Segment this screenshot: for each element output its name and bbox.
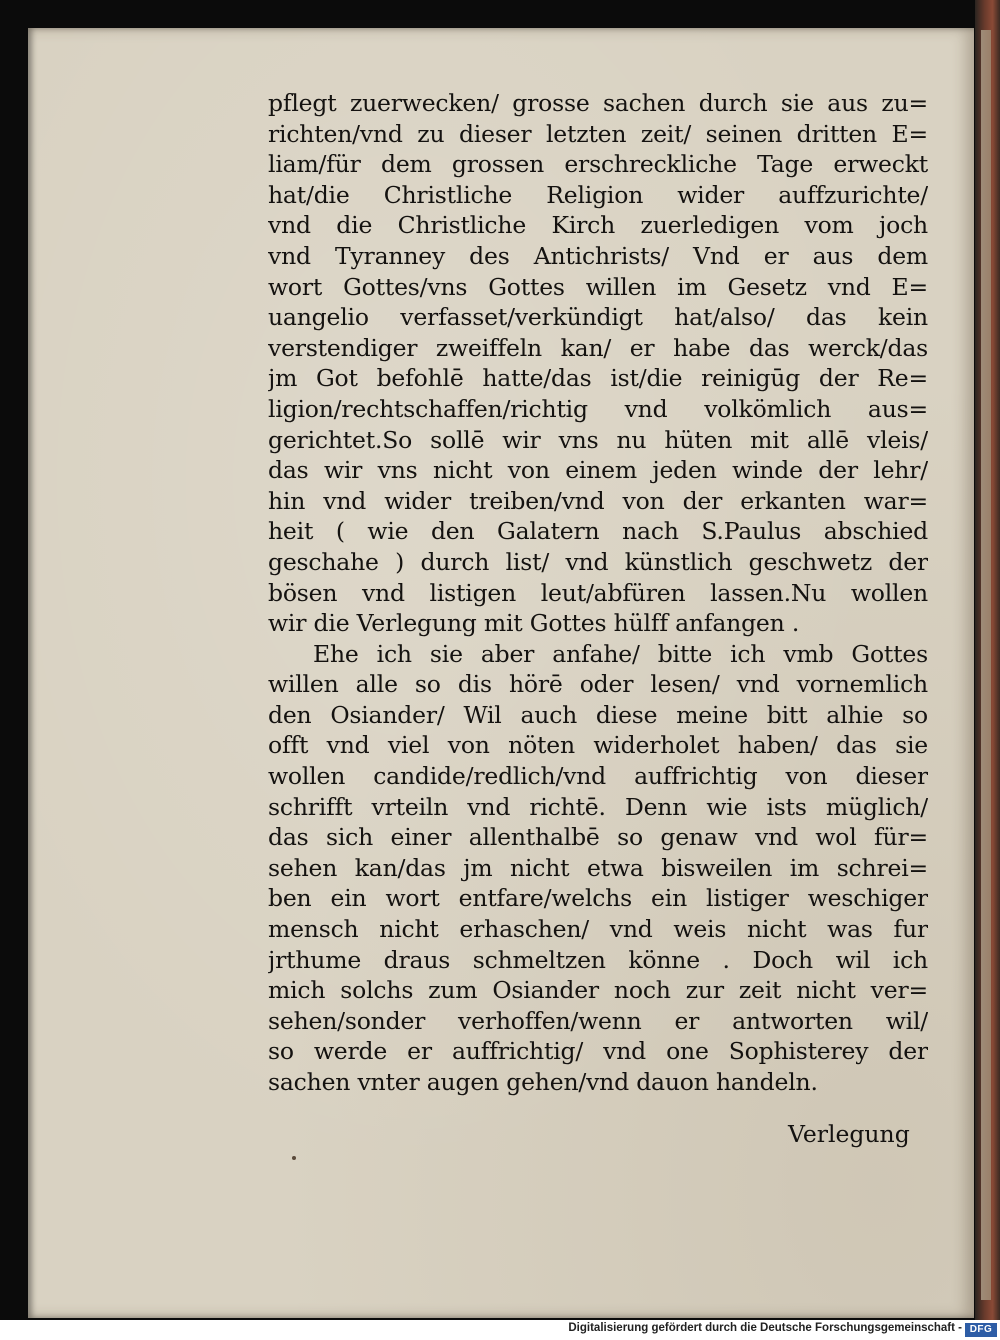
- paragraph-2-line: jrthume draus schmeltzen könne . Doch wil ich: [268, 945, 928, 974]
- funding-notice: Digitalisierung gefördert durch die Deutsche Forschungsgemeinschaft -: [568, 1322, 962, 1334]
- text-line: richten/vnd zu dieser letzten zeit/ seinen dritten E=: [268, 119, 928, 148]
- paragraph-2-line: mich solchs zum Osiander noch zur zeit nicht ver=: [268, 976, 928, 1005]
- paragraph-2-line: wollen candide/redlich/vnd auffrichtig von dieser: [268, 762, 928, 791]
- text-line: ligion/rechtschaffen/richtig vnd volkömlich aus=: [268, 394, 928, 423]
- paragraph-2-line: mensch nicht erhaschen/ vnd weis nicht was fur: [268, 915, 928, 944]
- text-line: gerichtet.So sollē wir vns nu hüten mit allē vleis/: [268, 425, 928, 454]
- text-line: liam/für dem grossen erschreckliche Tage erweckt: [268, 150, 928, 179]
- paragraph-2-line: willen alle so dis hörē oder lesen/ vnd vornemlich: [268, 670, 928, 699]
- paragraph-2-line: das sich einer allenthalbē so genaw vnd wol für=: [268, 823, 928, 852]
- page-text-block: [268, 88, 928, 1098]
- text-line: heit ( wie den Galatern nach S.Paulus abschied: [268, 517, 928, 546]
- catchword: Verlegung: [788, 1120, 910, 1148]
- paragraph-2-line: so werde er auffrichtig/ vnd one Sophisterey der: [268, 1037, 928, 1066]
- paragraph-2-line: offt vnd viel von nöten widerholet haben/ das sie: [268, 731, 928, 760]
- text-line: pflegt zuerwecken/ grosse sachen durch sie aus zu=: [268, 89, 928, 117]
- text-line: vnd die Christliche Kirch zuerledigen vom joch: [268, 211, 928, 240]
- paragraph-2-line: sachen vnter augen gehen/vnd dauon handeln.: [268, 1068, 818, 1096]
- text-line: wort Gottes/vns Gottes willen im Gesetz vnd E=: [268, 272, 928, 301]
- paragraph-2-line: schrifft vrteiln vnd richtē. Denn wie ists müglich/: [268, 792, 928, 821]
- paragraph-2-line: sehen/sonder verhoffen/wenn er antworten wil/: [268, 1006, 928, 1035]
- text-line: bösen vnd listigen leut/abfüren lassen.Nu wollen: [268, 578, 928, 607]
- text-line: wir die Verlegung mit Gottes hülff anfangen .: [268, 609, 800, 638]
- text-line: hin vnd wider treiben/vnd von der erkanten war=: [268, 486, 928, 515]
- text-line: das wir vns nicht von einem jeden winde der lehr/: [268, 456, 928, 485]
- paragraph-2-line: sehen kan/das jm nicht etwa bisweilen im schrei=: [268, 853, 928, 882]
- book-edge: [975, 0, 1000, 1320]
- text-line: hat/die Christliche Religion wider auffzurichte/: [268, 180, 928, 209]
- paragraph-2-line: ben ein wort entfare/welchs ein listiger weschiger: [268, 884, 928, 913]
- paragraph-2-line: den Osiander/ Wil auch diese meine bitt alhie so: [268, 700, 928, 729]
- paper-speck: [292, 1156, 296, 1160]
- text-line: uangelio verfasset/verkündigt hat/also/ das kein: [268, 303, 928, 332]
- text-line: jm Got befohlē hatte/das ist/die reinigūg der Re=: [268, 364, 928, 393]
- dfg-logo-icon: DFG: [965, 1323, 997, 1337]
- text-line: geschahe ) durch list/ vnd künstlich geschwetz der: [268, 547, 928, 576]
- paragraph-2-line: Ehe ich sie aber anfahe/ bitte ich vmb Gottes: [313, 639, 928, 668]
- text-line: vnd Tyranney des Antichrists/ Vnd er aus dem: [268, 241, 928, 270]
- text-line: verstendiger zweiffeln kan/ er habe das werck/das: [268, 333, 928, 362]
